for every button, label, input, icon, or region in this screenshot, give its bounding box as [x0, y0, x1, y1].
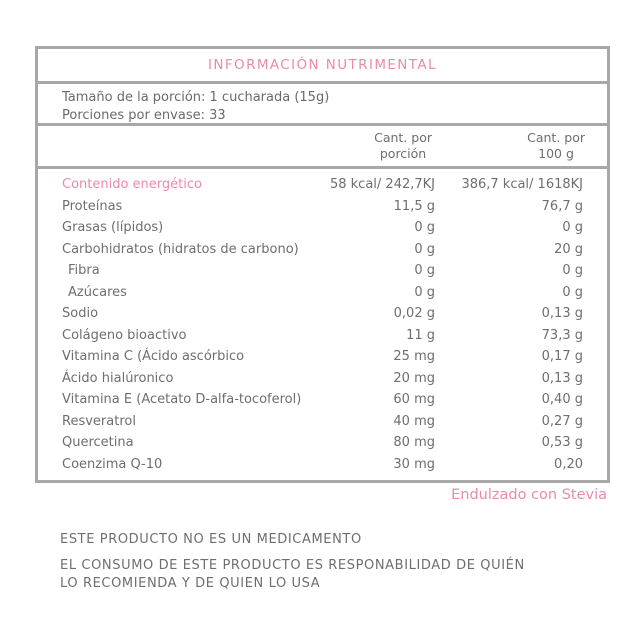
value-per-100g: 0 g — [562, 263, 583, 278]
nutrient-rows — [38, 169, 607, 475]
nutrient-label: Azúcares — [68, 284, 127, 300]
value-per-serving: 58 kcal/ 242,7KJ — [329, 177, 435, 192]
value-per-serving: 0 g — [414, 241, 435, 257]
nutrient-row-vitamin-c — [38, 346, 607, 368]
serving-size: Tamaño de la porción: 1 cucharada (15g) — [62, 90, 330, 105]
nutrient-row-sodium — [38, 303, 607, 325]
value-per-serving: 60 mg — [393, 392, 435, 407]
panel-header — [38, 49, 607, 84]
value-per-100g: 0,27 g — [541, 413, 583, 429]
value-per-serving: 25 mg — [393, 349, 435, 364]
nutrient-row-sugars — [38, 282, 607, 304]
serving-info — [38, 84, 607, 126]
nutrient-row-fiber — [38, 260, 607, 282]
value-per-serving: 0,02 g — [393, 306, 435, 321]
nutrient-label: Vitamina C (Ácido ascórbico — [62, 349, 245, 364]
value-per-100g: 0,13 g — [541, 306, 583, 321]
panel-title: INFORMACIÓN NUTRIMENTAL — [208, 57, 437, 73]
nutrient-row-coenzyme-q10 — [38, 454, 607, 476]
nutrient-label: Colágeno bioactivo — [62, 327, 187, 343]
nutrient-label: Fibra — [68, 263, 100, 278]
value-per-100g: 73,3 g — [541, 327, 583, 343]
nutrient-label: Proteínas — [62, 198, 123, 214]
value-per-serving: 11,5 g — [393, 198, 435, 214]
column-header-per-serving: Cant. por porción — [374, 130, 432, 161]
value-per-100g: 0,53 g — [541, 435, 583, 450]
nutrient-row-carbohydrates — [38, 239, 607, 261]
disclaimer-not-medicine: ESTE PRODUCTO NO ES UN MEDICAMENTO — [60, 532, 362, 547]
value-per-100g: 0,20 — [554, 456, 583, 472]
nutrient-row-quercetin — [38, 432, 607, 454]
value-per-100g: 0 g — [562, 220, 583, 235]
nutrient-row-energy — [38, 174, 607, 196]
value-per-serving: 0 g — [414, 263, 435, 278]
value-per-serving: 0 g — [414, 220, 435, 235]
nutrient-row-vitamin-e — [38, 389, 607, 411]
disclaimers — [60, 532, 525, 593]
nutrition-facts-panel — [35, 46, 610, 483]
nutrient-label: Carbohidratos (hidratos de carbono) — [62, 241, 299, 257]
nutrient-label: Contenido energético — [62, 177, 202, 192]
nutrient-row-hyaluronic-acid — [38, 368, 607, 390]
value-per-100g: 0,17 g — [541, 349, 583, 364]
nutrient-label: Resveratrol — [62, 413, 136, 429]
disclaimer-responsibility: EL CONSUMO DE ESTE PRODUCTO ES RESPONABILIDAD DE QUIÉN LO RECOMIENDA Y DE QUIEN LO USA — [60, 558, 525, 591]
column-headers — [38, 126, 607, 169]
value-per-100g: 76,7 g — [541, 198, 583, 214]
nutrient-label: Quercetina — [62, 435, 134, 450]
nutrient-label: Coenzima Q-10 — [62, 456, 163, 472]
nutrient-label: Sodio — [62, 306, 99, 321]
value-per-100g: 0 g — [562, 284, 583, 300]
value-per-100g: 0,13 g — [541, 370, 583, 386]
nutrient-row-collagen — [38, 325, 607, 347]
value-per-serving: 80 mg — [393, 435, 435, 450]
column-header-per-100g: Cant. por 100 g — [527, 130, 585, 161]
nutrient-row-fat — [38, 217, 607, 239]
value-per-serving: 11 g — [406, 327, 435, 343]
nutrient-row-resveratrol — [38, 411, 607, 433]
value-per-serving: 40 mg — [393, 413, 435, 429]
value-per-serving: 20 mg — [393, 370, 435, 386]
servings-per-container: Porciones por envase: 33 — [62, 108, 226, 123]
value-per-100g: 386,7 kcal/ 1618KJ — [461, 177, 583, 192]
value-per-100g: 0,40 g — [541, 392, 583, 407]
nutrient-label: Vitamina E (Acetato D-alfa-tocoferol) — [62, 392, 302, 407]
value-per-100g: 20 g — [554, 241, 583, 257]
value-per-serving: 0 g — [414, 284, 435, 300]
nutrient-label: Ácido hialúronico — [62, 370, 174, 386]
sweetener-note: Endulzado con Stevia — [451, 487, 607, 503]
nutrient-row-protein — [38, 196, 607, 218]
value-per-serving: 30 mg — [393, 456, 435, 472]
nutrient-label: Grasas (lípidos) — [62, 220, 164, 235]
